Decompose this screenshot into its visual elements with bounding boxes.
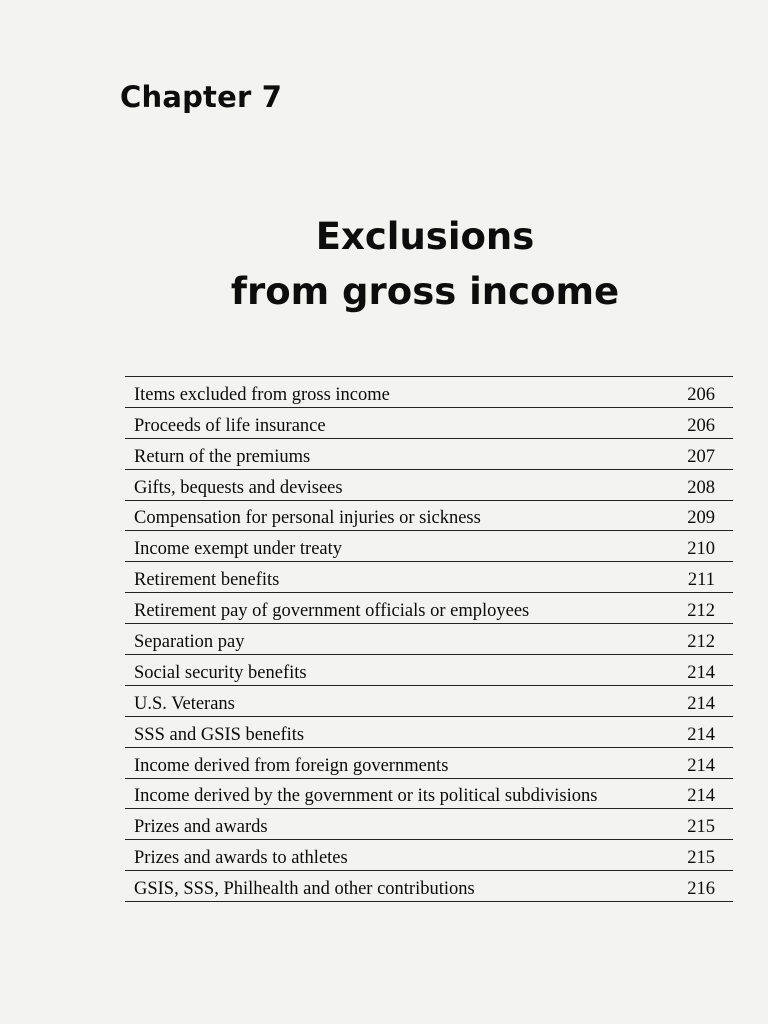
toc-page-number: 214 [687, 755, 715, 776]
toc-row [125, 408, 733, 439]
toc-row [125, 655, 733, 686]
toc-entry-title: Social security benefits [134, 662, 307, 683]
toc-row [125, 531, 733, 562]
toc-entry-title: GSIS, SSS, Philhealth and other contributions [134, 879, 475, 900]
toc-row [125, 593, 733, 624]
toc-page-number: 214 [687, 693, 715, 714]
toc-entry-title: Income derived from foreign governments [134, 755, 449, 776]
chapter-title [150, 210, 700, 320]
chapter-title-line-1: Exclusions [315, 215, 535, 258]
toc-page-number: 207 [687, 446, 715, 467]
toc-entry-title: Income exempt under treaty [134, 539, 343, 560]
toc-entry-title: Retirement benefits [134, 570, 280, 591]
toc-row [125, 809, 733, 840]
toc-page-number: 216 [687, 879, 715, 900]
table-of-contents [125, 376, 733, 902]
toc-row [125, 439, 733, 470]
toc-row [125, 377, 733, 408]
toc-row [125, 501, 733, 532]
toc-page-number: 212 [687, 632, 715, 653]
toc-entry-title: Proceeds of life insurance [134, 415, 326, 436]
toc-page-number: 215 [687, 817, 715, 838]
toc-entry-title: Prizes and awards to athletes [134, 848, 348, 869]
toc-page-number: 209 [687, 508, 715, 529]
toc-page-number: 215 [687, 848, 715, 869]
toc-row [125, 686, 733, 717]
toc-entry-title: Compensation for personal injuries or sickness [134, 508, 481, 529]
toc-entry-title: Prizes and awards [134, 817, 268, 838]
toc-page-number: 214 [687, 724, 715, 745]
toc-entry-title: Return of the premiums [134, 446, 311, 467]
toc-entry-title: Separation pay [134, 632, 245, 653]
toc-row [125, 624, 733, 655]
toc-row [125, 717, 733, 748]
toc-entry-title: Gifts, bequests and devisees [134, 477, 343, 498]
toc-entry-title: Retirement pay of government officials or employees [134, 601, 530, 622]
toc-page-number: 208 [687, 477, 715, 498]
toc-entry-title: Income derived by the government or its political subdivisions [134, 786, 598, 807]
toc-row [125, 871, 733, 902]
toc-page-number: 210 [687, 539, 715, 560]
toc-page-number: 214 [687, 662, 715, 683]
toc-entry-title: SSS and GSIS benefits [134, 724, 305, 745]
chapter-title-line-2: from gross income [230, 270, 620, 313]
toc-row [125, 779, 733, 810]
toc-row [125, 562, 733, 593]
toc-page-number: 206 [687, 415, 715, 436]
toc-row [125, 470, 733, 501]
toc-page-number: 212 [687, 601, 715, 622]
toc-entry-title: U.S. Veterans [134, 693, 235, 714]
toc-entry-title: Items excluded from gross income [134, 384, 390, 405]
toc-page-number: 211 [687, 570, 715, 591]
toc-row [125, 840, 733, 871]
toc-page-number: 214 [687, 786, 715, 807]
toc-row [125, 748, 733, 779]
toc-page-number: 206 [687, 384, 715, 405]
chapter-label: Chapter 7 [120, 80, 283, 114]
